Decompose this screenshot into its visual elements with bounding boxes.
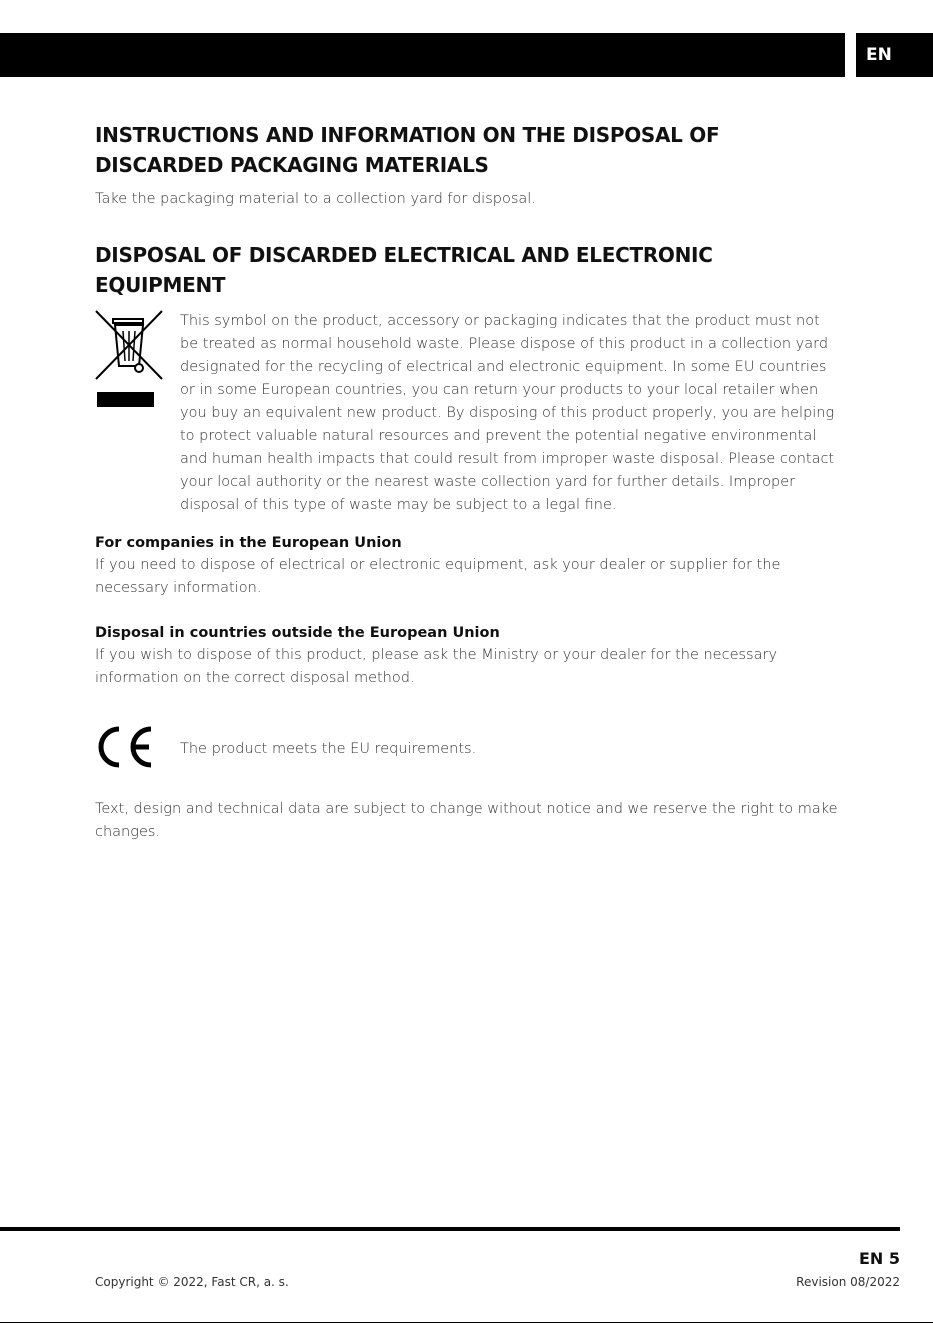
weee-section <box>95 240 840 517</box>
companies-heading: For companies in the European Union <box>95 535 402 551</box>
ce-text: The product meets the EU requirements. <box>180 740 477 757</box>
packaging-section <box>95 120 840 211</box>
weee-title: DISPOSAL OF DISCARDED ELECTRICAL AND ELECTRONIC EQUIPMENT <box>95 243 713 297</box>
changes-notice: Text, design and technical data are subject to change without notice and we reserve the right to make changes. <box>95 801 838 840</box>
header-bar <box>0 33 845 77</box>
ce-row <box>95 724 840 774</box>
packaging-text: Take the packaging material to a collection yard for disposal. <box>95 191 536 207</box>
copyright-text: Copyright © 2022, Fast CR, a. s. <box>95 1275 289 1289</box>
language-tab: EN <box>856 33 933 77</box>
packaging-title: INSTRUCTIONS AND INFORMATION ON THE DISPOSAL OF DISCARDED PACKAGING MATERIALS <box>95 123 720 177</box>
page-number: EN 5 <box>858 1249 900 1268</box>
companies-section <box>95 532 840 600</box>
outside-eu-heading: Disposal in countries outside the European Union <box>95 625 500 641</box>
companies-text: If you need to dispose of electrical or electronic equipment, ask your dealer or supplier for the necessary information. <box>95 557 781 596</box>
ce-mark-icon <box>95 724 180 774</box>
outside-eu-text: If you wish to dispose of this product, please ask the Ministry or your dealer for the necessary information on the correct disposal method. <box>95 647 778 686</box>
outside-eu-section <box>95 622 840 690</box>
page-bottom-line <box>0 1322 933 1323</box>
footer-rule <box>0 1227 900 1231</box>
weee-text: This symbol on the product, accessory or packaging indicates that the product must not be treated as normal household waste. Please dispose of this product in a collection yard designated for the recycling of electrical and electronic equipment. In some EU countries or in some European countries, you can return your products to your local retailer when you buy an equivalent new product. By disposing of this product properly, you are helping to protect valuable natural resources and prevent the potential negative environmental and human health impacts that could result from improper waste disposal. Please contact your local authority or the nearest waste collection yard for further details. Improper disposal of this type of waste may be subject to a legal fine. <box>180 313 835 513</box>
crossed-out-wheelie-bin-icon <box>95 310 180 517</box>
revision-text: Revision 08/2022 <box>796 1275 900 1289</box>
weee-row <box>95 310 840 517</box>
main-content <box>95 120 840 844</box>
